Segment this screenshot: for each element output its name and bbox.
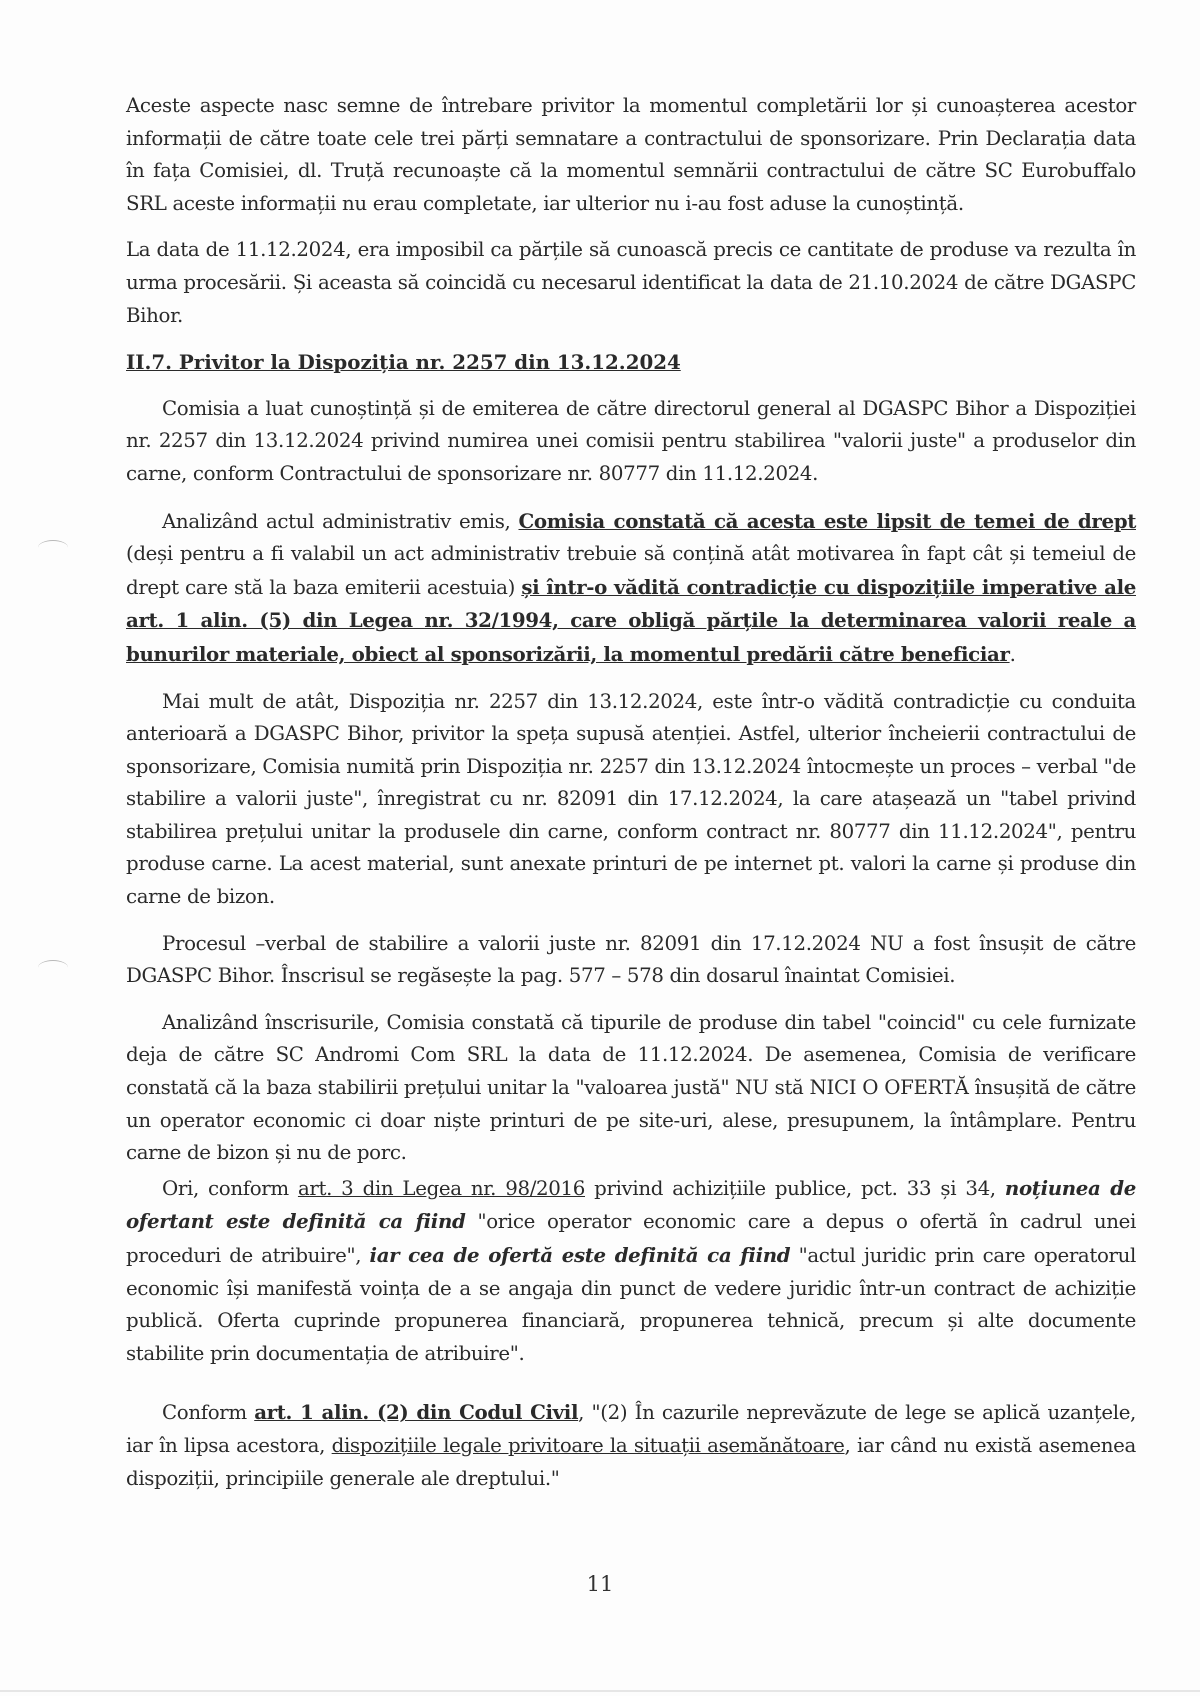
margin-mark <box>38 540 68 555</box>
legal-reference: art. 3 din Legea nr. 98/2016 <box>297 1176 585 1200</box>
page-number: 11 <box>586 1572 614 1596</box>
paragraph: Aceste aspecte nasc semne de întrebare privitor la momentul completării lor și cunoașterea acestor informații de către toate cele trei părți semnatare a contractului de sponsorizare. Prin Declarația data în fața Comisiei, dl. Truță recunoaște că la momentul semnării contractului de către SC Eurobuffalo SRL aceste informații nu erau completate, iar ulterior nu i-au fost aduse la cunoștință. <box>126 94 1136 215</box>
paragraph <box>126 1396 1136 1495</box>
text-run: "orice operator economic care a depus o ofertă în cadrul unei proceduri de atribuire", <box>126 1210 1136 1267</box>
legal-reference: art. 1 alin. (2) din Codul Civil <box>254 1400 579 1425</box>
text-run: (deși pentru a fi valabil un act administrativ trebuie să conțină atât motivarea în fapt cât și temeiul de drept care stă la baza emiterii acestuia) <box>126 542 1136 599</box>
document-body <box>126 90 1136 1509</box>
paragraph: Procesul –verbal de stabilire a valorii juste nr. 82091 din 17.12.2024 NU a fost însușit de către DGASPC Bihor. Înscrisul se regăsește la pag. 577 – 578 din dosarul înaintat Comisiei. <box>126 931 1136 988</box>
text-run: . <box>1009 642 1016 666</box>
margin-mark <box>38 960 68 975</box>
text-run: , "(2) În cazurile neprevăzute de lege se aplică uzanțele, iar în lipsa acestora, <box>126 1401 1136 1457</box>
paragraph: Comisia a luat cunoștință și de emiterea de către directorul general al DGASPC Bihor a Dispoziției nr. 2257 din 13.12.2024 privind numirea unei comisii pentru stabilirea "valorii juste" a produselor din carne, conform Contractului de sponsorizare nr. 80777 din 11.12.2024. <box>126 396 1136 485</box>
emphasis-text: Comisia constată că acesta este lipsit de temei de drept <box>518 508 1136 533</box>
paragraph <box>126 505 1136 672</box>
text-run: privind achizițiile publice, pct. 33 și 34, <box>585 1176 1005 1200</box>
text-run: Conform <box>162 1401 255 1425</box>
paragraph: Mai mult de atât, Dispoziția nr. 2257 din 13.12.2024, este într-o vădită contradicție cu conduita anterioară a DGASPC Bihor, privitor la speța supusă atenției. Astfel, ulterior încheierii contractului de sponsorizare, Comisia numită prin Dispoziția nr. 2257 din 13.12.2024 întocmește un proces – verbal "de stabilire a valorii juste", înregistrat cu nr. 82091 din 17.12.2024, la care atașează un "tabel privind stabilirea prețului unitar la produsele din carne, conform contract nr. 80777 din 11.12.2024", pentru produse carne. La acest material, sunt anexate printuri de pe internet pt. valori la carne și produse din carne de bizon. <box>126 689 1136 909</box>
paragraph: Analizând înscrisurile, Comisia constată că tipurile de produse din tabel "coincid" cu cele furnizate deja de către SC Andromi Com SRL la data de 11.12.2024. De asemenea, Comisia de verificare constată că la baza stabilirii prețului unitar la "valoarea justă" NU stă NICI O OFERTĂ însușită de către un operator economic ci doar niște printuri de pe site-uri, alese, presupunem, la întâmplare. Pentru carne de bizon și nu de porc. <box>126 1010 1136 1165</box>
emphasis-text: noțiunea de ofertant este definită ca fiind <box>126 1175 1136 1234</box>
emphasis-text: iar cea de ofertă este definită ca fiind <box>369 1243 791 1267</box>
paragraph: La data de 11.12.2024, era imposibil ca părțile să cunoască precis ce cantitate de produse va rezulta în urma procesării. Și aceasta să coincidă cu necesarul identificat la data de 21.10.2024 de către DGASPC Bihor. <box>126 238 1136 327</box>
section-heading: II.7. Privitor la Dispoziția nr. 2257 din 13.12.2024 <box>126 350 681 375</box>
text-run: Analizând actul administrativ emis, <box>162 509 519 533</box>
text-run: "actul juridic prin care operatorul economic își manifestă voința de a se angaja din punct de vedere juridic într-un contract de achiziție publică. Oferta cuprinde propunerea financiară, propunerea tehnică, precum și alte documente stabilite prin documentația de atribuire". <box>126 1244 1137 1365</box>
text-run: Ori, conform <box>162 1176 298 1200</box>
text-run: , iar când nu există asemenea dispoziții, principiile generale ale dreptului." <box>126 1433 1136 1490</box>
underlined-text: dispozițiile legale privitoare la situații asemănătoare <box>331 1433 845 1457</box>
paragraph <box>126 1172 1136 1371</box>
page-edge <box>0 1690 1200 1692</box>
emphasis-text: și într-o vădită contradicție cu dispozițiile imperative ale art. 1 alin. (5) din Legea nr. 32/1994, care obligă părțile la determinarea valorii reale a bunurilor materiale, obiect al sponsorizării, la momentul predării către beneficiar <box>126 574 1136 666</box>
